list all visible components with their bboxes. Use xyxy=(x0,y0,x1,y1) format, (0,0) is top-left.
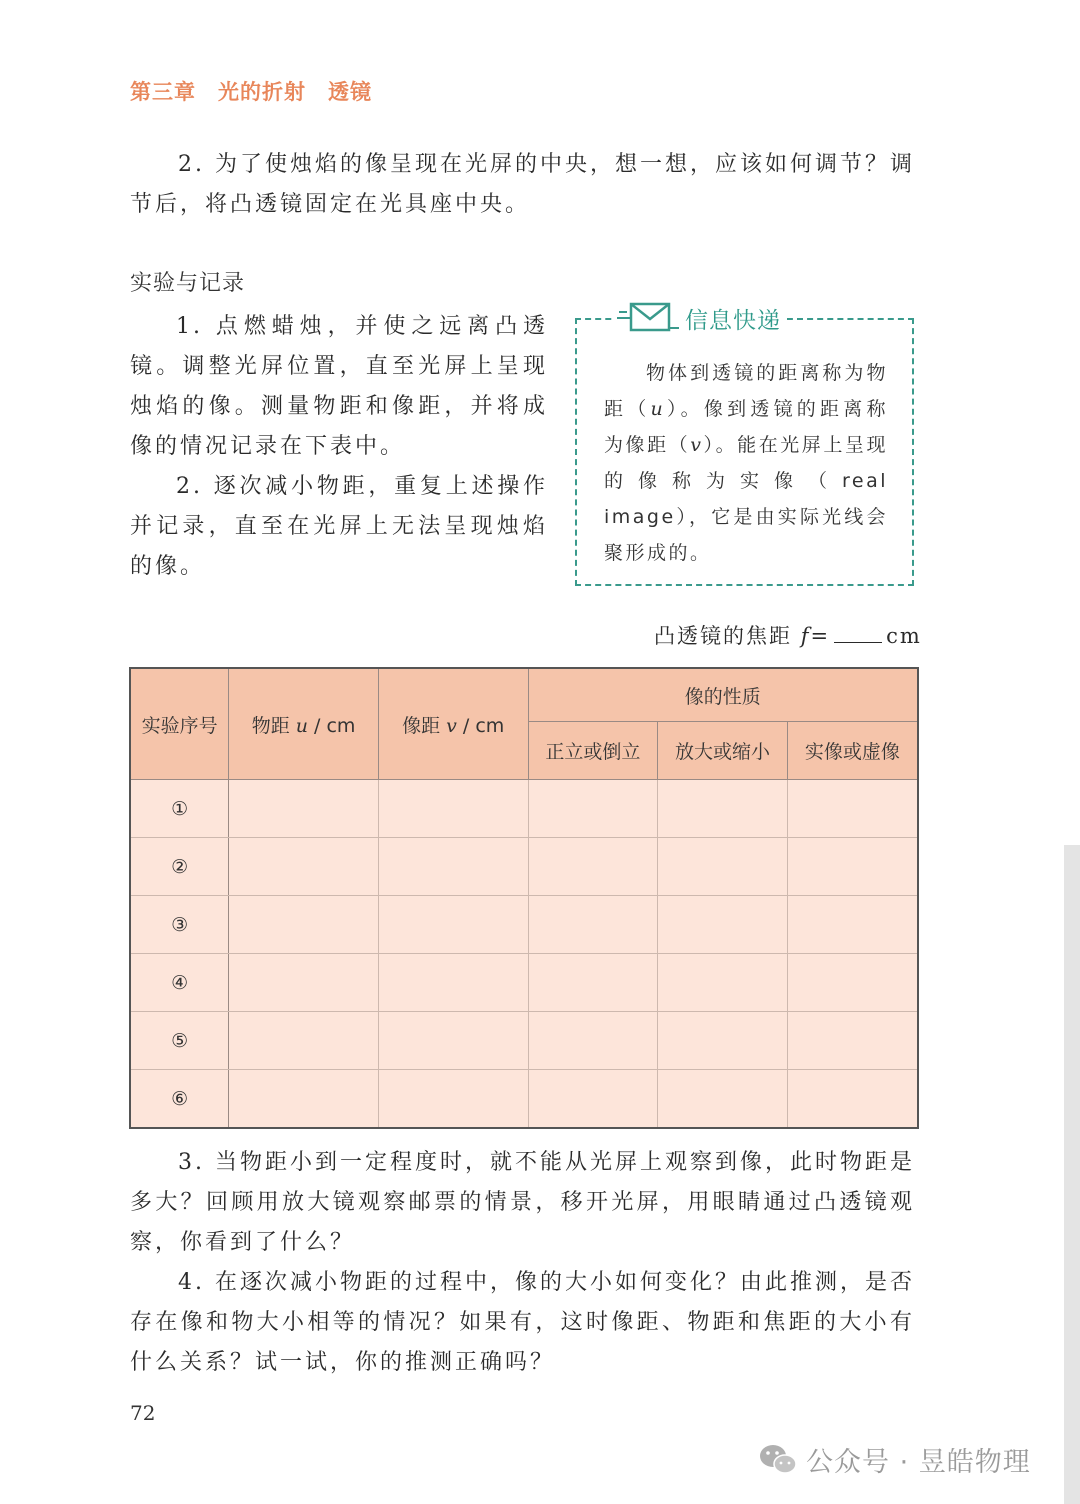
step-2-paragraph: 2. 逐次减小物距，重复上述操作并记录，直至在光屏上无法呈现烛焰的像。 xyxy=(130,474,548,579)
table-cell xyxy=(658,896,788,954)
wechat-icon xyxy=(758,1442,798,1478)
table-cell xyxy=(378,780,528,838)
table-row xyxy=(130,838,918,896)
header-upright-inverted: 正立或倒立 xyxy=(528,722,658,780)
header-image-distance: 像距 v / cm xyxy=(378,668,528,780)
table-cell xyxy=(229,1070,379,1129)
header-image-properties: 像的性质 xyxy=(528,668,918,722)
table-cell xyxy=(378,1070,528,1129)
table-row xyxy=(130,1070,918,1129)
table-cell xyxy=(658,780,788,838)
header-real-virtual: 实像或虚像 xyxy=(787,722,918,780)
intro-step-paragraph: 2. 为了使烛焰的像呈现在光屏的中央，想一想，应该如何调节？调节后，将凸透镜固定在光具座中央。 xyxy=(130,152,915,217)
table-cell xyxy=(528,954,658,1012)
header-index: 实验序号 xyxy=(130,668,229,780)
table-cell xyxy=(528,1070,658,1129)
question-3-paragraph: 3. 当物距小到一定程度时，就不能从光屏上观察到像，此时物距是多大？回顾用放大镜观察邮票的情景，移开光屏，用眼睛通过凸透镜观察，你看到了什么？ xyxy=(130,1150,915,1255)
table-cell xyxy=(658,954,788,1012)
focal-length-blank xyxy=(834,624,882,643)
table-cell xyxy=(229,1012,379,1070)
table-cell xyxy=(528,780,658,838)
section-heading: 实验与记录 xyxy=(130,271,246,296)
table-cell xyxy=(658,838,788,896)
chapter-header xyxy=(130,76,372,106)
info-box-title-text: 信息快递 xyxy=(685,307,781,334)
table-cell xyxy=(787,1012,918,1070)
table-cell xyxy=(658,1012,788,1070)
table-cell xyxy=(528,838,658,896)
page-edge-tab xyxy=(1064,845,1080,1504)
row-index: ③ xyxy=(130,896,229,954)
watermark-text: 公众号 · 昱皓物理 xyxy=(806,1447,1031,1478)
info-box-title xyxy=(615,300,787,336)
row-index: ④ xyxy=(130,954,229,1012)
header-magnified-reduced: 放大或缩小 xyxy=(658,722,788,780)
chapter-title: 光的折射 xyxy=(218,79,306,104)
table-row xyxy=(130,896,918,954)
table-cell xyxy=(787,896,918,954)
table-cell xyxy=(229,954,379,1012)
page-number: 72 xyxy=(130,1401,156,1425)
table-row xyxy=(130,780,918,838)
table-cell xyxy=(378,896,528,954)
table-cell xyxy=(787,838,918,896)
info-box-text: 物体到透镜的距离称为物距（u）。像到透镜的距离称为像距（v）。能在光屏上呈现的像称为实像（real image），它是由实际光线会聚形成的。 xyxy=(604,362,888,564)
table-cell xyxy=(658,1070,788,1129)
experiment-record-table xyxy=(129,667,919,1129)
row-index: ① xyxy=(130,780,229,838)
focal-length-label: 凸透镜的焦距 f= cm xyxy=(654,624,922,648)
table-cell xyxy=(787,780,918,838)
row-index: ② xyxy=(130,838,229,896)
row-index: ⑤ xyxy=(130,1012,229,1070)
table-cell xyxy=(229,896,379,954)
header-object-distance: 物距 u / cm xyxy=(229,668,379,780)
envelope-icon xyxy=(617,300,681,336)
step-1-paragraph: 1. 点燃蜡烛，并使之远离凸透镜。调整光屏位置，直至光屏上呈现烛焰的像。测量物距和像距，并将成像的情况记录在下表中。 xyxy=(130,314,548,459)
table-cell xyxy=(787,1070,918,1129)
table-cell xyxy=(528,896,658,954)
question-4-paragraph: 4. 在逐次减小物距的过程中，像的大小如何变化？由此推测，是否存在像和物大小相等的情况？如果有，这时像距、物距和焦距的大小有什么关系？试一试，你的推测正确吗？ xyxy=(130,1270,915,1375)
chapter-number: 第三章 xyxy=(130,79,196,104)
focal-symbol: f xyxy=(800,624,811,648)
table-row xyxy=(130,1012,918,1070)
table-cell xyxy=(229,838,379,896)
row-index: ⑥ xyxy=(130,1070,229,1129)
table-cell xyxy=(378,838,528,896)
chapter-subtitle: 透镜 xyxy=(328,79,372,104)
watermark xyxy=(758,1440,1031,1479)
table-cell xyxy=(528,1012,658,1070)
table-cell xyxy=(787,954,918,1012)
table-cell xyxy=(378,1012,528,1070)
table-cell xyxy=(229,780,379,838)
table-cell xyxy=(378,954,528,1012)
table-row xyxy=(130,954,918,1012)
